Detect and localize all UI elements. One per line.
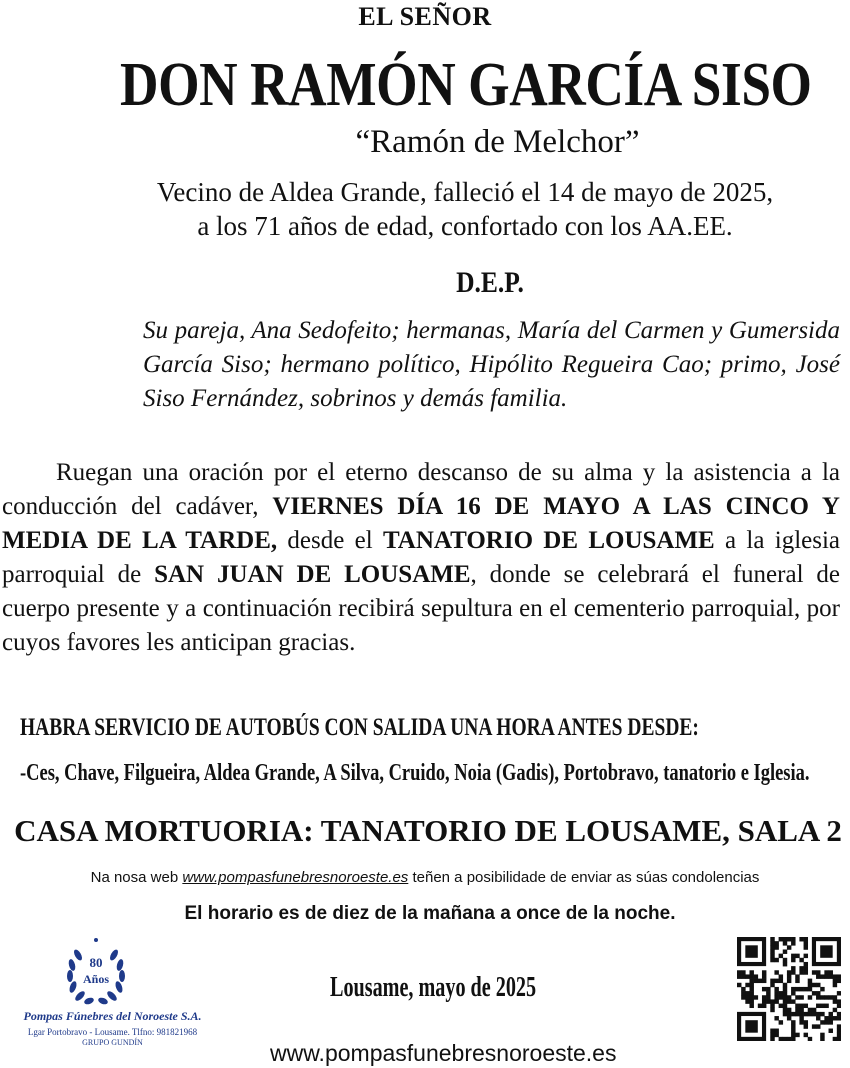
nickname: “Ramón de Melchor” bbox=[355, 124, 640, 160]
ruegan-date-time: VIERNES DÍA 16 DE MAYO A LAS CINCO Y MEDIA DE LA TARDE, bbox=[2, 493, 840, 554]
company-address: Lgar Portobravo - Lousame. Tlfno: 981821968 bbox=[27, 1027, 198, 1037]
casa-mortuoria: CASA MORTUORIA: TANATORIO DE LOUSAME, SALA 2 bbox=[14, 813, 842, 848]
company-logo bbox=[0, 937, 225, 1057]
ruegan-origin: TANATORIO DE LOUSAME bbox=[382, 527, 715, 554]
death-notice bbox=[95, 175, 835, 243]
badge-number: 80 bbox=[89, 955, 103, 970]
company-name: Pompas Fúnebres del Noroeste S.A. bbox=[23, 1009, 202, 1023]
company-group: GRUPO GUNDÍN bbox=[82, 1038, 143, 1047]
badge-word: Años bbox=[82, 972, 110, 986]
death-notice-line-1: Vecino de Aldea Grande, falleció el 14 de mayo de 2025, bbox=[156, 177, 774, 207]
place-date: Lousame, mayo de 2025 bbox=[330, 972, 537, 1003]
laurel-wreath-icon bbox=[0, 937, 225, 1009]
condolences-link[interactable]: www.pompasfunebresnoroeste.es bbox=[182, 869, 409, 886]
family-paragraph: Su pareja, Ana Sedofeito; hermanas, María del Carmen y Gumersida García Siso; hermano político, Hipólito Regueira Cao; primo, José Siso Fernández, sobrinos y demás familia. bbox=[143, 317, 840, 412]
bus-stops: -Ces, Chave, Filgueira, Aldea Grande, A Silva, Cruido, Noia (Gadis), Portobravo, tanatorio e Iglesia. bbox=[20, 760, 810, 786]
condolences-line bbox=[0, 869, 850, 886]
death-notice-line-2: a los 71 años de edad, confortado con los AA.EE. bbox=[197, 211, 733, 241]
header-title: EL SEÑOR bbox=[358, 2, 492, 31]
condolences-suffix: teñen a posibilidade de enviar as súas condolencias bbox=[408, 869, 760, 886]
bus-heading: HABRA SERVICIO DE AUTOBÚS CON SALIDA UNA HORA ANTES DESDE: bbox=[20, 714, 699, 741]
schedule: El horario es de diez de la mañana a once de la noche. bbox=[184, 903, 676, 924]
qr-code[interactable] bbox=[737, 937, 841, 1041]
ruegan-paragraph bbox=[2, 456, 840, 660]
ruegan-text-4: , donde se celebrará el funeral de cuerpo presente y a continuación recibirá sepultura en el cementerio parroquial, por cuyos favores les anticipan gracias. bbox=[2, 561, 840, 656]
ruegan-text-3: a la iglesia parroquial de bbox=[2, 527, 841, 588]
dep-label: D.E.P. bbox=[456, 266, 524, 299]
qr-code-icon bbox=[737, 937, 841, 1041]
deceased-name: DON RAMÓN GARCÍA SISO bbox=[120, 51, 812, 119]
ruegan-text-2: desde el bbox=[277, 527, 383, 554]
ruegan-text-1: Ruegan una oración por el eterno descanso de su alma y la asistencia a la conducción del cadáver, bbox=[2, 459, 840, 520]
ruegan-church: SAN JUAN DE LOUSAME bbox=[154, 561, 471, 588]
footer-website[interactable]: www.pompasfunebresnoroeste.es bbox=[270, 1040, 617, 1066]
condolences-prefix: Na nosa web bbox=[90, 869, 183, 886]
